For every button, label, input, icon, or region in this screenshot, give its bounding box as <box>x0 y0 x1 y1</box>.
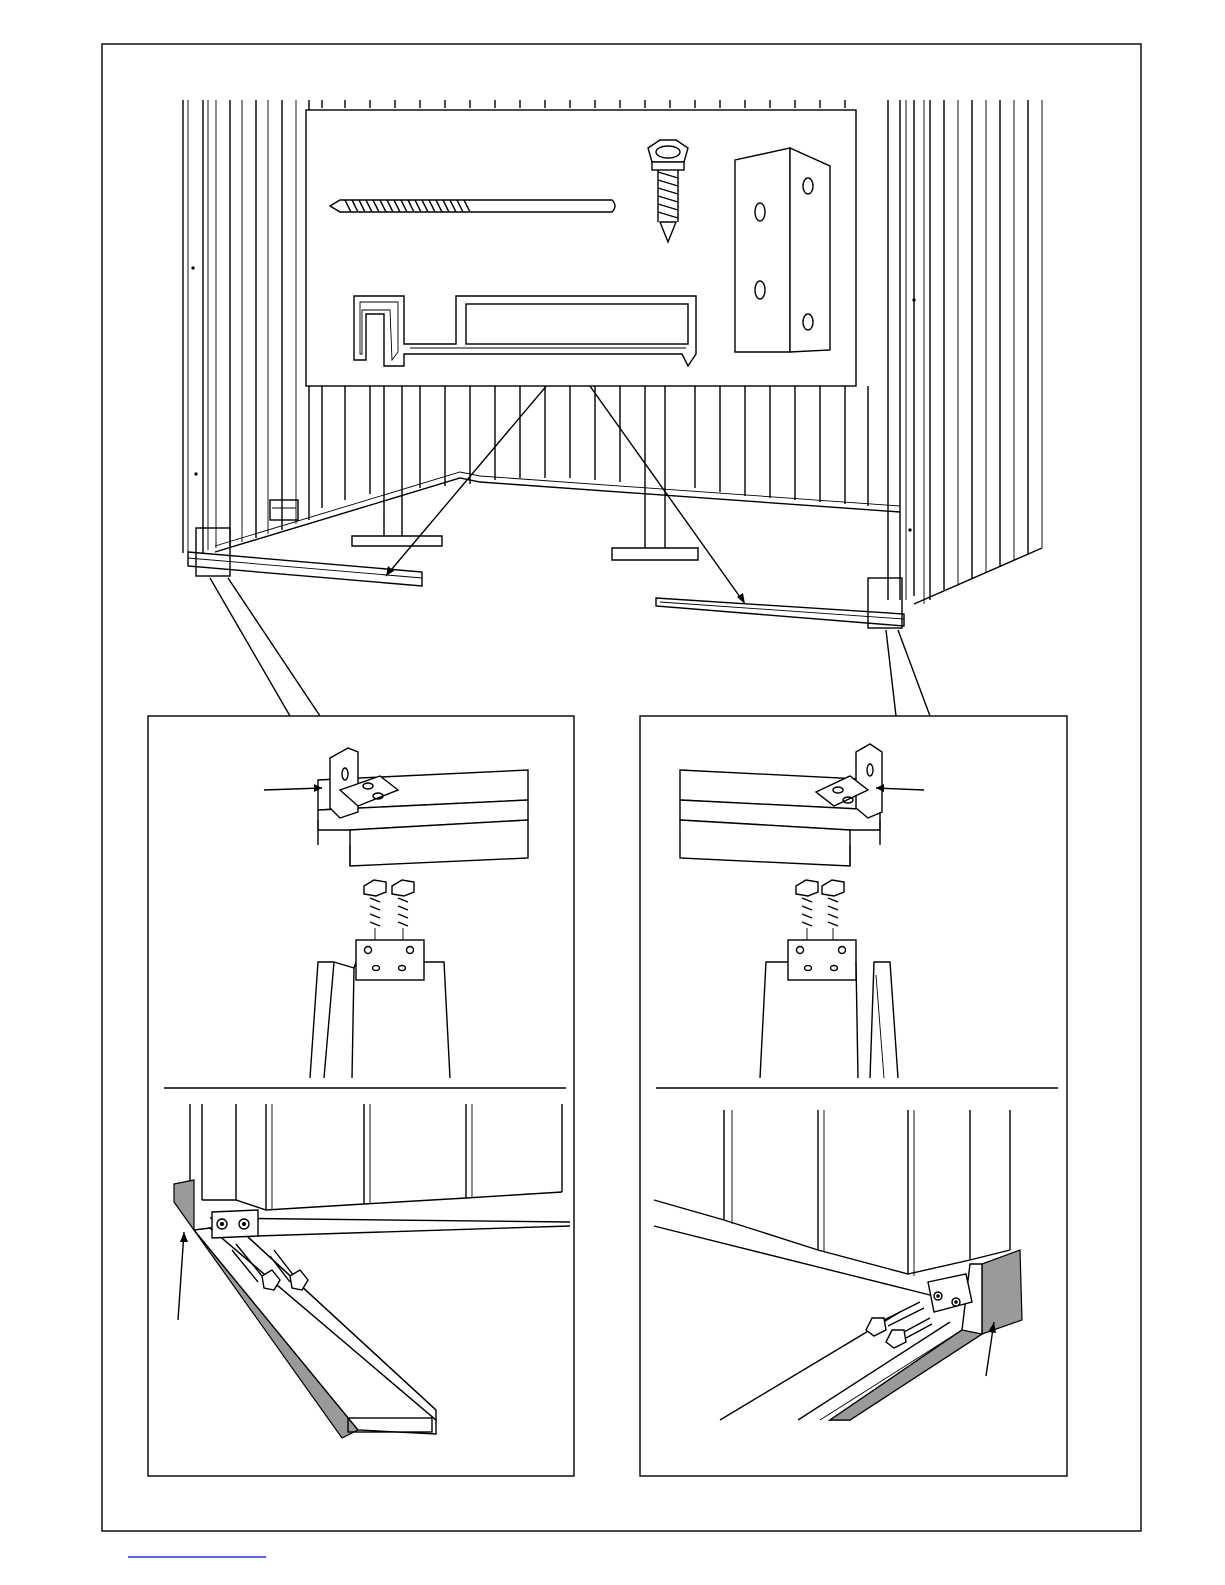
angle-bracket-icon <box>735 148 830 352</box>
left-bracket-on-rail <box>264 748 528 866</box>
left-screws-into-bracket <box>310 880 450 1078</box>
left-wall <box>183 100 309 553</box>
right-installed-corner <box>654 1110 1022 1420</box>
floor-rails <box>188 528 904 628</box>
right-bracket-on-rail <box>680 744 924 866</box>
left-detail-panel <box>148 716 574 1476</box>
callout-arrows <box>386 358 745 604</box>
right-wall <box>888 100 1042 604</box>
left-installed-corner <box>174 1104 570 1438</box>
right-detail-panel <box>640 716 1067 1476</box>
parts-callout <box>306 110 856 386</box>
long-screw-icon <box>330 200 615 212</box>
right-screws-into-bracket <box>760 880 898 1078</box>
